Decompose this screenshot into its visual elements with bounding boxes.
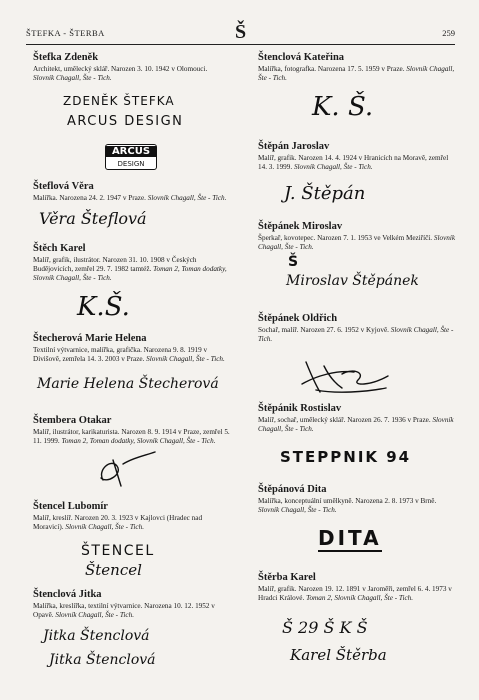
entry-sterba-karel [258,572,458,603]
entry-stenclova-katerina [258,52,458,83]
entry-stefka-zdenek [33,52,233,83]
entry-bio: Malířka, kreslířka, textilní výtvarnice. Narozena 10. 12. 1952 v Opavě. Slovník Chagall, Šte - Tich. [33,602,215,620]
signature: DITA [318,526,382,550]
signature: Š [288,254,299,270]
signature: ŠTENCEL [81,543,155,559]
header-rule [26,44,455,45]
entry-stech-karel [33,243,233,284]
entry-name: Štenclová Jitka [33,589,102,600]
signature: Miroslav Štěpánek [286,273,419,289]
signature: Jitka Štenclová [43,628,150,644]
signature: K. Š. [312,92,374,122]
entry-bio: Malíř, sochař, umělecký sklář. Narozen 26. 7. 1936 v Praze. Slovník Chagall, Šte - Tich. [258,416,454,434]
entry-bio: Malíř, grafik, ilustrátor. Narozen 31. 10. 1908 v Českých Budějovicích, zemřel 29. 7. 1982 tamtéž. Toman 2, Toman dodatky, Slovník Chagall, Šte - Tich. [33,256,227,283]
entry-name: Štěch Karel [33,243,86,254]
entry-stepan-jaroslav [258,141,458,172]
entry-bio: Malířka. Narozena 24. 2. 1947 v Praze. Slovník Chagall, Šte - Tich. [33,194,227,202]
entry-bio: Malířka, konceptuální umělkyně. Narozena 2. 8. 1973 v Brně. Slovník Chagall, Šte - Tich. [258,497,437,515]
entry-bio: Malíř, grafik. Narozen 14. 4. 1924 v Hranicích na Moravě, zemřel 14. 3. 1999. Slovník Chagall, Šte - Tich. [258,154,449,172]
entry-name: Štěrba Karel [258,572,316,583]
entry-stembera-otakar [33,415,233,446]
entry-bio: Malířka, fotografka. Narozena 17. 5. 1959 v Praze. Slovník Chagall, Šte - Tich. [258,65,455,83]
entry-name: Šteflová Věra [33,181,94,192]
signature: Věra Šteflová [39,209,147,228]
entry-stepanek-miroslav [258,221,458,252]
entry-name: Štěpánová Dita [258,484,327,495]
signature: Marie Helena Štecherová [37,376,219,392]
entry-bio: Malíř, grafik. Narozen 19. 12. 1891 v Jaroměři, zemřel 6. 4. 1973 v Hradci Králové. Toman 2, Slovník Chagall, Šte - Tich. [258,585,452,603]
entry-stepanova-dita [258,484,458,515]
header-letter: Š [234,21,247,43]
entry-name: Štěpánek Oldřich [258,313,338,324]
entry-bio: Textilní výtvarnice, malířka, grafička. Narozena 9. 8. 1919 v Divišově, zemřela 14. 3. 2003 v Praze. Slovník Chagall, Šte - Tich. [33,346,225,364]
signature: ARCUS DESIGN [67,114,184,129]
entry-name: Štěpán Jaroslav [258,141,330,152]
signature: Š 29 Š K Š [282,618,368,637]
entry-name: Štembera Otakar [33,415,112,426]
arcus-design-logo: ARCUS DESIGN [105,144,157,170]
signature: Štencel [85,561,142,579]
signature-scribble [93,450,163,490]
entry-stencel-lubomir [33,501,233,532]
signature: ZDENĚK ŠTEFKA [63,94,175,108]
entry-bio: Malíř, kreslíř. Narozen 20. 3. 1923 v Kajlovci (Hradec nad Moravicí). Slovník Chagall, Šte - Tich. [33,514,203,532]
entry-stepanek-oldrich [258,313,458,344]
entry-stenclova-jitka [33,589,233,620]
entry-name: Štěpánik Rostislav [258,403,342,414]
entry-bio: Šperkař, kovotepec. Narozen 7. 1. 1953 ve Velkém Meziříčí. Slovník Chagall, Šte - Tich. [258,234,456,252]
signature: J. Štěpán [284,183,366,204]
header-range: ŠTEFKA - ŠTERBA [26,28,105,38]
entry-name: Štencel Lubomír [33,501,108,512]
entry-name: Štefka Zdeněk [33,52,99,63]
entry-name: Štecherová Marie Helena [33,333,147,344]
signature: STEPPNIK 94 [280,448,412,466]
signature: Karel Štěrba [290,646,387,664]
entry-bio: Architekt, umělecký sklář. Narozen 3. 10. 1942 v Olomouci. Slovník Chagall, Šte - Tich. [33,65,208,83]
entry-stecherova-marie-helena [33,333,233,364]
entry-bio: Malíř, ilustrátor, karikaturista. Narozen 8. 9. 1914 v Praze, zemřel 5. 11. 1999. Toman 2, Toman dodatky, Slovník Chagall, Šte - Tich. [33,428,230,446]
page-number: 259 [442,28,455,38]
entry-bio: Sochař, malíř. Narozen 27. 6. 1952 v Kyjově. Slovník Chagall, Šte - Tich. [258,326,454,344]
signature: K.Š. [77,292,130,322]
entry-name: Štenclová Kateřina [258,52,345,63]
page-header [26,22,455,44]
signature: Jitka Štenclová [49,652,156,668]
entry-name: Štěpánek Miroslav [258,221,343,232]
entry-stepanik-rostislav [258,403,458,434]
entry-steflova-vera [33,181,233,203]
signature-scribble [296,354,396,398]
